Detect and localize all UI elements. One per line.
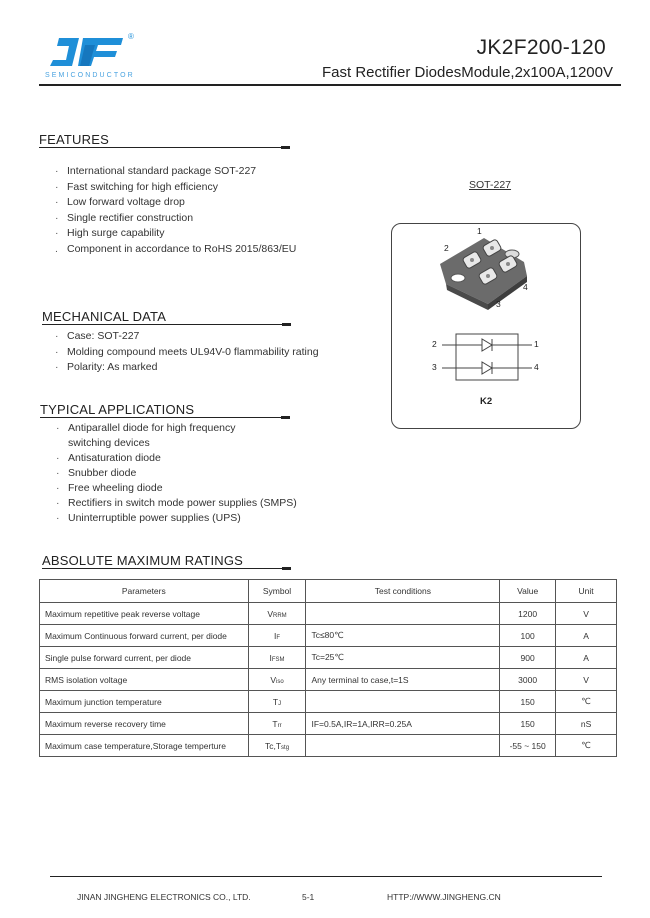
application-item [56, 436, 297, 451]
ratings-header-row [40, 580, 617, 603]
symbol-cell [248, 603, 306, 625]
bullet: · [55, 180, 59, 193]
registered-mark: ® [128, 32, 134, 41]
unit-cell: A [556, 647, 617, 669]
header-symbol: Symbol [248, 580, 306, 603]
bullet: · [56, 482, 60, 494]
application-item-text: Free wheeling diode [68, 482, 163, 494]
schematic-pin-4: 4 [534, 362, 539, 372]
condition-cell [306, 735, 500, 757]
condition-cell: Tc=25℃ [306, 647, 500, 669]
value-cell: 100 [500, 625, 556, 647]
footer-rule [50, 876, 602, 877]
application-item [56, 481, 297, 496]
document-subtitle: Fast Rectifier DiodesModule,2x100A,1200V [322, 64, 613, 81]
pin-3-label: 3 [496, 299, 501, 309]
mechanical-item [55, 345, 319, 361]
table-row [40, 603, 617, 625]
application-item [56, 421, 297, 436]
application-item-text: Snubber diode [68, 467, 137, 479]
mechanical-item-text: Case: SOT-227 [67, 330, 140, 342]
logo-text: SEMICONDUCTOR [45, 72, 135, 79]
param-cell: Single pulse forward current, per diode [40, 647, 249, 669]
mechanical-underline-tick [282, 323, 291, 326]
mechanical-item-text: Polarity: As marked [67, 361, 158, 373]
feature-item-text: Fast switching for high efficiency [67, 180, 218, 193]
condition-cell: Any terminal to case,t=1S [306, 669, 500, 691]
features-underline-tick [281, 146, 290, 149]
feature-item-text: International standard package SOT-227 [67, 165, 257, 177]
bullet: · [56, 422, 60, 434]
feature-item [55, 164, 296, 180]
header-test-conditions: Test conditions [306, 580, 500, 603]
condition-cell: Tc≤80℃ [306, 625, 500, 647]
condition-cell: IF=0.5A,IR=1A,IRR=0.25A [306, 713, 500, 735]
symbol-main: Tc,T [264, 740, 282, 751]
table-row [40, 625, 617, 647]
symbol-subscript: FSM [271, 656, 285, 663]
value-cell: 1200 [500, 603, 556, 625]
mechanical-item [55, 360, 319, 376]
bullet: · [55, 196, 59, 208]
symbol-subscript: stg [281, 744, 290, 751]
symbol-main: V [267, 608, 274, 619]
symbol-main: T [272, 718, 278, 729]
symbol-cell [248, 691, 306, 713]
features-underline [39, 147, 289, 148]
bullet: · [55, 227, 59, 239]
symbol-subscript: J [278, 700, 282, 707]
footer-page-number: 5-1 [302, 892, 315, 902]
value-cell: 900 [500, 647, 556, 669]
header-rule [39, 84, 621, 86]
application-item-text: switching devices [68, 437, 150, 449]
value-cell: 3000 [500, 669, 556, 691]
feature-item [55, 180, 296, 196]
schematic-pin-3: 3 [432, 362, 437, 372]
footer-website[interactable]: HTTP://WWW.JINGHENG.CN [387, 892, 501, 902]
param-cell: Maximum case temperature,Storage temperture [40, 735, 249, 757]
header-unit: Unit [556, 580, 617, 603]
param-cell: Maximum repetitive peak reverse voltage [40, 603, 249, 625]
symbol-main: I [269, 652, 272, 663]
feature-item [55, 211, 296, 227]
bullet: · [55, 211, 59, 224]
param-cell: Maximum Continuous forward current, per diode [40, 625, 249, 647]
condition-cell [306, 603, 500, 625]
package-outline-box [391, 223, 581, 429]
package-label: SOT-227 [469, 179, 512, 191]
bullet: . [55, 242, 58, 255]
symbol-main: I [274, 630, 277, 641]
application-item [56, 466, 297, 481]
condition-cell [306, 691, 500, 713]
application-item [56, 511, 297, 526]
pin-1-label: 1 [477, 226, 482, 236]
symbol-cell [248, 625, 306, 647]
symbol-cell [248, 735, 306, 757]
header-parameters: Parameters [40, 580, 249, 603]
application-item [56, 451, 297, 466]
table-row [40, 735, 617, 757]
mechanical-item-text: Molding compound meets UL94V-0 flammability rating [67, 345, 319, 358]
schematic-pin-1: 1 [534, 339, 539, 349]
diode-schematic-icon [442, 334, 532, 380]
table-row [40, 669, 617, 691]
application-item-text: Uninterruptible power supplies (UPS) [68, 512, 241, 524]
mechanical-underline [42, 324, 290, 325]
features-list [55, 164, 296, 257]
param-cell: RMS isolation voltage [40, 669, 249, 691]
sot227-package-icon [440, 238, 527, 310]
param-cell: Maximum reverse recovery time [40, 713, 249, 735]
bullet: · [56, 452, 60, 464]
unit-cell: ℃ [556, 735, 617, 757]
bullet: · [55, 361, 59, 373]
symbol-cell [248, 647, 306, 669]
ratings-underline-tick [282, 567, 291, 570]
application-item-text: Antisaturation diode [68, 452, 161, 464]
mechanical-item [55, 329, 319, 345]
application-item [56, 496, 297, 511]
value-cell: 150 [500, 691, 556, 713]
feature-item [55, 195, 296, 211]
unit-cell: A [556, 625, 617, 647]
bullet: · [56, 467, 60, 479]
mechanical-title: MECHANICAL DATA [42, 309, 167, 324]
features-title: FEATURES [39, 132, 109, 147]
symbol-cell [248, 669, 306, 691]
symbol-cell [248, 713, 306, 735]
footer-company: JINAN JINGHENG ELECTRONICS CO., LTD. [77, 892, 251, 902]
applications-underline [40, 417, 289, 418]
bullet: · [55, 345, 59, 358]
part-number: JK2F200-120 [476, 36, 606, 59]
symbol-main: T [272, 696, 279, 707]
table-row [40, 691, 617, 713]
symbol-subscript: F [276, 634, 281, 641]
value-cell: 150 [500, 713, 556, 735]
bullet: · [56, 512, 60, 524]
feature-item-text: Single rectifier construction [67, 211, 194, 224]
mechanical-list [55, 329, 319, 376]
unit-cell: V [556, 669, 617, 691]
bullet: · [55, 330, 59, 342]
feature-item [55, 226, 296, 242]
unit-cell: V [556, 603, 617, 625]
pin-4-label: 4 [523, 282, 528, 292]
symbol-subscript: RRM [273, 612, 287, 619]
application-item-text: Antiparallel diode for high frequency [68, 422, 236, 434]
company-logo [45, 34, 135, 80]
feature-item-text: High surge capability [67, 227, 165, 239]
feature-item-text: Component in accordance to RoHS 2015/863/EU [67, 242, 297, 255]
application-item-text: Rectifiers in switch mode power supplies (SMPS) [68, 497, 297, 509]
applications-underline-tick [281, 416, 290, 419]
ratings-underline [42, 568, 290, 569]
unit-cell: nS [556, 713, 617, 735]
param-cell: Maximum junction temperature [40, 691, 249, 713]
table-row [40, 713, 617, 735]
bullet: · [56, 497, 60, 509]
feature-item [55, 242, 296, 258]
table-row [40, 647, 617, 669]
logo-mark-icon [45, 34, 135, 70]
header-value: Value [500, 580, 556, 603]
unit-cell: ℃ [556, 691, 617, 713]
applications-title: TYPICAL APPLICATIONS [40, 402, 195, 417]
pin-2-label: 2 [444, 243, 449, 253]
symbol-subscript: rr [277, 722, 282, 729]
applications-list [56, 421, 297, 526]
ratings-table [39, 579, 617, 757]
schematic-pin-2: 2 [432, 339, 437, 349]
bullet: · [55, 165, 59, 177]
symbol-subscript: iso [276, 678, 284, 685]
ratings-title: ABSOLUTE MAXIMUM RATINGS [42, 553, 244, 568]
model-label: K2 [480, 396, 493, 407]
symbol-main: V [270, 674, 277, 685]
feature-item-text: Low forward voltage drop [67, 196, 185, 208]
value-cell: -55 ~ 150 [500, 735, 556, 757]
